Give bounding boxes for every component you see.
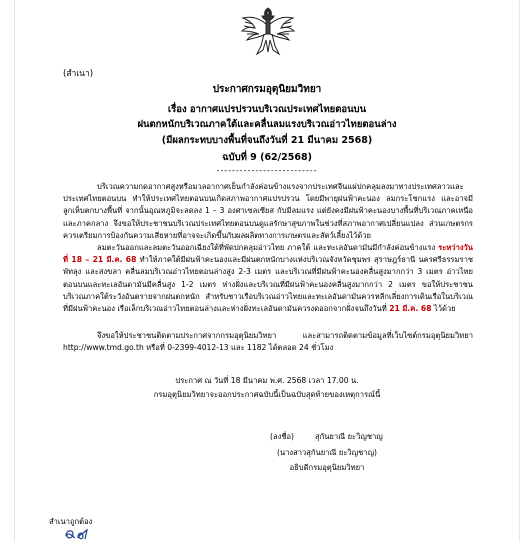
signed-full-name: (นางสาวสุกันยาณี ยะวิญชาญ) xyxy=(277,448,377,457)
garuda-emblem-icon xyxy=(239,4,297,60)
signed-label: (ลงชื่อ) xyxy=(270,432,295,441)
paragraph-2-intro: ลมตะวันออกและลมตะวันออกเฉียงใต้ที่พัดปกคลุมอ่าวไทย ภาคใต้ และทะเลอันดามันมีกำลังค่อนข้างแรง xyxy=(97,243,436,252)
paragraph-2 xyxy=(63,242,473,315)
paragraph-3: จึงขอให้ประชาชนติดตามประกาศจากกรมอุตุนิยมวิทยา และสามารถติดตามข้อมูลที่เว็บไซต์กรมอุตุนิยมวิทยา http://www.tmd.go.th หรือที่ 0-2399-4012-13 และ 1182 ได้ตลอด 24 ชั่วโมง xyxy=(63,331,473,353)
signed-position: อธิบดีกรมอุตุนิยมวิทยา xyxy=(289,463,365,472)
dateline: ประกาศ ณ วันที่ 18 มีนาคม พ.ศ. 2568 เวลา 17.00 น. xyxy=(175,376,359,385)
certified-label: สำเนาถูกต้อง xyxy=(49,517,93,526)
paragraph-2-end-date: 21 มี.ค. 68 xyxy=(389,304,432,314)
divider-line: -------------------------- xyxy=(216,166,318,175)
announcement-title: ประกาศกรมอุตุนิยมวิทยา xyxy=(212,84,322,95)
subtitle-line: ฝนตกหนักบริเวณภาคใต้และคลื่นลมแรงบริเวณอ่าวไทยตอนล่าง xyxy=(137,119,397,130)
paragraph-2-date-range: ระหว่างวันที่ 18 – 21 มี.ค. 68 xyxy=(63,243,473,265)
issue-number: ฉบับที่ 9 (62/2568) xyxy=(222,152,312,163)
signed-name: สุกันยาณี ยะวิญชาญ xyxy=(315,432,383,441)
paragraph-2-body: ทำให้ภาคใต้มีฝนฟ้าคะนองและมีฝนตกหนักบางแห่งบริเวณจังหวัดชุมพร สุราษฎร์ธานี นครศรีธรรมราช พัทลุง และสงขลา คลื่นลมบริเวณอ่าวไทยตอนล่างสูง 2-3 เมตร และบริเวณที่มีฝนฟ้าคะนองคลื่นสูงมากกว่า 3 เมตร อ่าวไทยตอนบนและทะเลอันดามันมีคลื่นสูง 1-2 เมตร ห่างฝั่งและบริเวณที่มีฝนฟ้าคะนองคลื่นสูงมากกว่า 2 เมตร ขอให้ประชาชนบริเวณภาคใต้ระวังอันตรายจากฝนตกหนัก สำหรับชาวเรือบริเวณอ่าวไทยและทะเลอันดามันควรหลีกเลี่ยงการเดินเรือในบริเวณที่มีฝนฟ้าคะนอง เรือเล็กบริเวณอ่าวไทยตอนล่างและห่างฝั่งทะเลอันดามันควรงดออกจากฝั่งจนถึงวันที่ xyxy=(63,255,473,314)
impact-line: (มีผลกระทบบางพื้นที่จนถึงวันที่ 21 มีนาคม 2568) xyxy=(161,135,373,146)
paragraph-2-tail: ไว้ด้วย xyxy=(433,304,456,314)
paragraph-1: บริเวณความกดอากาศสูงหรือมวลอากาศเย็นกำลังค่อนข้างแรงจากประเทศจีนแผ่ปกคลุมลงมาทางประเทศลาวและประเทศไทยตอนบน ทำให้ประเทศไทยตอนบนเกิดสภาพอากาศแปรปรวน โดยมีพายุฝนฟ้าคะนอง ลมกระโชกแรง และอาจมีลูกเห็บตกบางพื้นที่ จากนั้นอุณหภูมิจะลดลง 1 – 3 องศาเซลเซียส กับมีลมแรง แต่ยังคงมีฝนฟ้าคะนองบางพื้นที่บริเวณภาคเหนือและภาคกลาง จึงขอให้ประชาชนบริเวณประเทศไทยตอนบนดูแลรักษาสุขภาพในช่วงที่สภาพอากาศเปลี่ยนแปลง ส่วนเกษตรกรควรเตรียมการป้องกันความเสียหายที่อาจจะเกิดขึ้นกับผลผลิตทางการเกษตรและสัตว์เลี้ยงไว้ด้วย xyxy=(63,182,473,240)
dateline-note: กรมอุตุนิยมวิทยาจะออกประกาศฉบับนี้เป็นฉบับสุดท้ายของเหตุการณ์นี้ xyxy=(153,390,381,399)
copy-label: (สำเนา) xyxy=(63,69,94,79)
subject-line: เรื่อง อากาศแปรปรวนบริเวณประเทศไทยตอนบน xyxy=(167,104,367,115)
document-sheet xyxy=(14,0,520,542)
handwritten-initials-icon xyxy=(63,526,99,542)
